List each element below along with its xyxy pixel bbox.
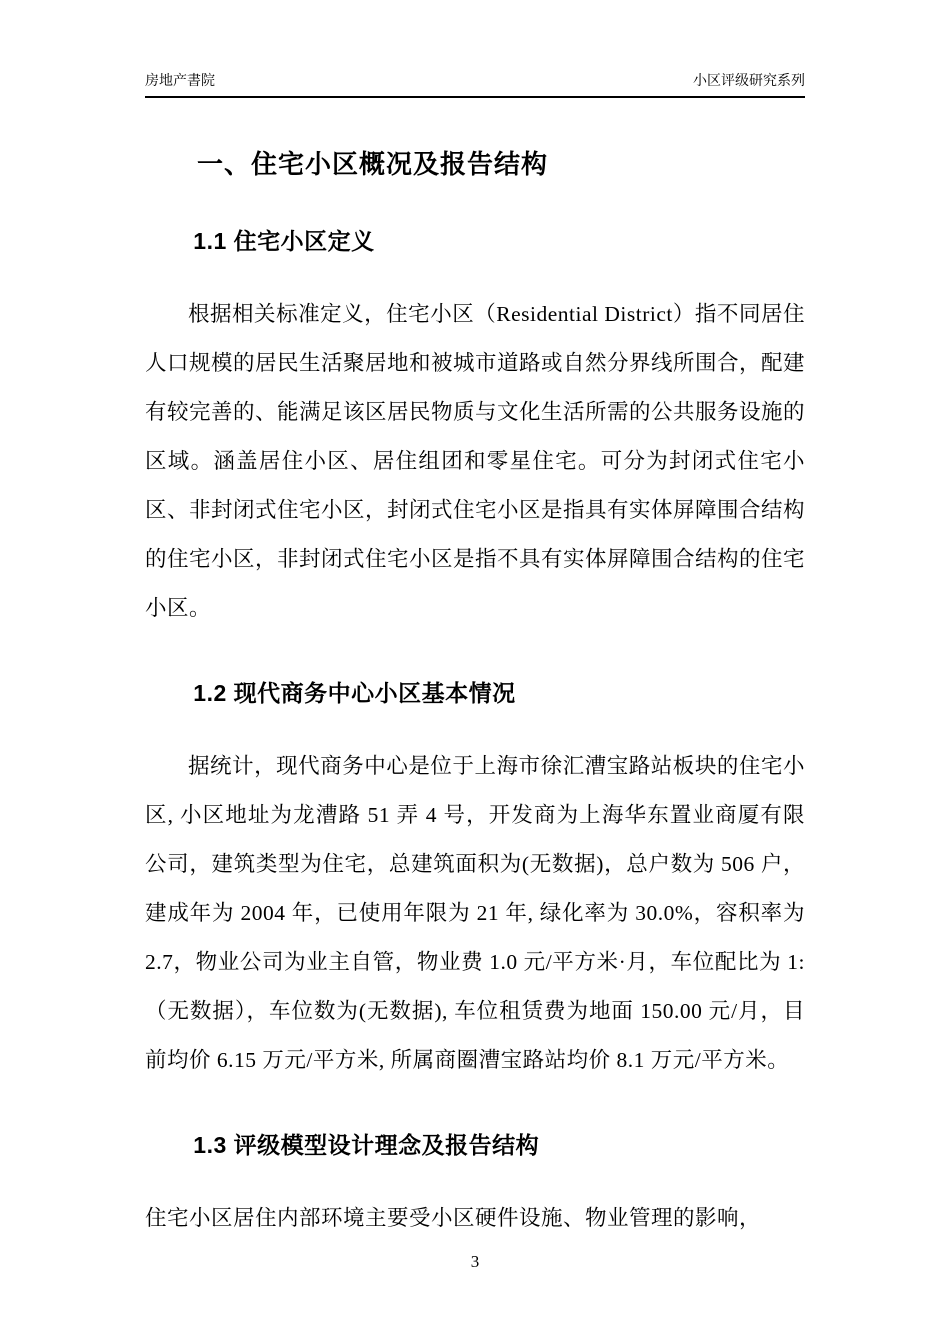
document-body bbox=[145, 144, 805, 1243]
main-heading: 一、住宅小区概况及报告结构 bbox=[197, 149, 549, 179]
section-1-3-heading: 1.3 评级模型设计理念及报告结构 bbox=[193, 1132, 540, 1158]
page-number: 3 bbox=[470, 1252, 480, 1271]
page-header bbox=[145, 0, 805, 98]
section-1-2-heading: 1.2 现代商务中心小区基本情况 bbox=[193, 680, 516, 706]
header-left-text: 房地产書院 bbox=[145, 74, 215, 89]
section-1-3-paragraph: 住宅小区居住内部环境主要受小区硬件设施、物业管理的影响， bbox=[145, 1206, 762, 1230]
page-footer bbox=[0, 1252, 950, 1272]
section-1-1-paragraph: 根据相关标准定义，住宅小区（Residential District）指不同居住人口规模的居民生活聚居地和被城市道路或自然分界线所围合，配建有较完善的、能满足该区居民物质与文化生活所需的公共服务设施的区域。涵盖居住小区、居住组团和零星住宅。可分为封闭式住宅小区、非封闭式住宅小区，封闭式住宅小区是指具有实体屏障围合结构的住宅小区，非封闭式住宅小区是指不具有实体屏障围合结构的住宅小区。 bbox=[145, 302, 806, 620]
section-1-2-paragraph: 据统计，现代商务中心是位于上海市徐汇漕宝路站板块的住宅小区, 小区地址为龙漕路 51 弄 4 号，开发商为上海华东置业商厦有限公司，建筑类型为住宅，总建筑面积为(无数据)，总户数为 506 户，建成年为 2004 年，已使用年限为 21 年, 绿化率为 30.0%，容积率为 2.7，物业公司为业主自管，物业费 1.0 元/平方米·月，车位配比为 1:（无数据），车位数为(无数据), 车位租赁费为地面 150.00 元/月，目前均价 6.15 万元/平方米, 所属商圈漕宝路站均价 8.1 万元/平方米。 bbox=[145, 754, 805, 1072]
header-right-text: 小区评级研究系列 bbox=[693, 74, 805, 89]
section-1-1-heading: 1.1 住宅小区定义 bbox=[193, 228, 375, 254]
